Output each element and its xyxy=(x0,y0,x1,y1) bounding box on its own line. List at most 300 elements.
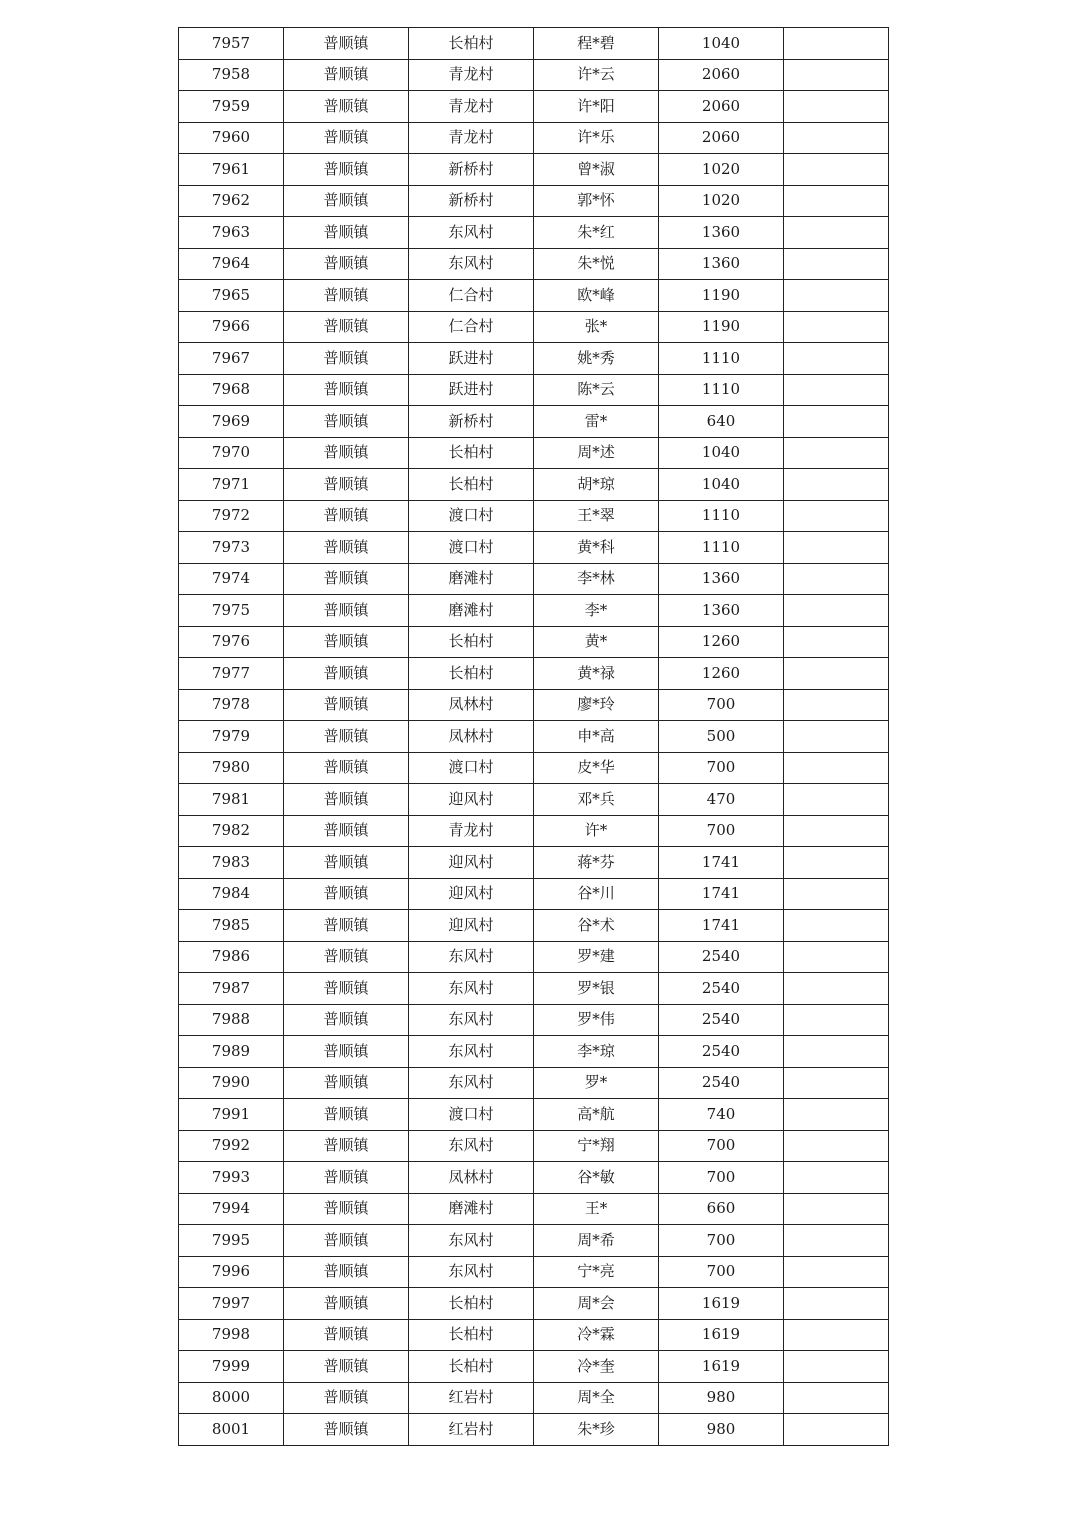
cell-amount: 640 xyxy=(659,406,784,438)
cell-amount: 660 xyxy=(659,1193,784,1225)
cell-person-name: 胡*琼 xyxy=(534,469,659,501)
cell-town: 普顺镇 xyxy=(284,406,409,438)
cell-serial-number: 7983 xyxy=(179,847,284,879)
cell-town: 普顺镇 xyxy=(284,311,409,343)
document-table-container xyxy=(178,27,889,1446)
cell-remark xyxy=(784,500,889,532)
table-row xyxy=(179,406,889,438)
cell-serial-number: 7967 xyxy=(179,343,284,375)
cell-serial-number: 7987 xyxy=(179,973,284,1005)
cell-person-name: 张* xyxy=(534,311,659,343)
cell-village: 迎风村 xyxy=(409,910,534,942)
cell-serial-number: 7980 xyxy=(179,752,284,784)
cell-town: 普顺镇 xyxy=(284,1319,409,1351)
cell-person-name: 宁*亮 xyxy=(534,1256,659,1288)
cell-remark xyxy=(784,248,889,280)
cell-amount: 1020 xyxy=(659,154,784,186)
cell-person-name: 雷* xyxy=(534,406,659,438)
cell-town: 普顺镇 xyxy=(284,1414,409,1446)
cell-town: 普顺镇 xyxy=(284,626,409,658)
cell-remark xyxy=(784,1351,889,1383)
cell-serial-number: 7961 xyxy=(179,154,284,186)
cell-amount: 1260 xyxy=(659,626,784,658)
cell-town: 普顺镇 xyxy=(284,752,409,784)
table-row xyxy=(179,154,889,186)
cell-village: 东风村 xyxy=(409,1225,534,1257)
cell-amount: 980 xyxy=(659,1414,784,1446)
table-row xyxy=(179,185,889,217)
cell-amount: 1190 xyxy=(659,311,784,343)
cell-person-name: 黄*科 xyxy=(534,532,659,564)
cell-town: 普顺镇 xyxy=(284,91,409,123)
cell-town: 普顺镇 xyxy=(284,1225,409,1257)
cell-serial-number: 7963 xyxy=(179,217,284,249)
cell-village: 磨滩村 xyxy=(409,595,534,627)
cell-town: 普顺镇 xyxy=(284,784,409,816)
cell-person-name: 谷*术 xyxy=(534,910,659,942)
table-row xyxy=(179,1004,889,1036)
cell-town: 普顺镇 xyxy=(284,1130,409,1162)
cell-serial-number: 7975 xyxy=(179,595,284,627)
cell-village: 长柏村 xyxy=(409,1351,534,1383)
cell-village: 迎风村 xyxy=(409,847,534,879)
cell-amount: 2540 xyxy=(659,1036,784,1068)
cell-person-name: 陈*云 xyxy=(534,374,659,406)
cell-village: 红岩村 xyxy=(409,1414,534,1446)
cell-serial-number: 7977 xyxy=(179,658,284,690)
cell-person-name: 冷*霖 xyxy=(534,1319,659,1351)
cell-village: 凤林村 xyxy=(409,721,534,753)
cell-remark xyxy=(784,563,889,595)
cell-village: 磨滩村 xyxy=(409,563,534,595)
cell-person-name: 周*希 xyxy=(534,1225,659,1257)
cell-amount: 1619 xyxy=(659,1288,784,1320)
cell-remark xyxy=(784,878,889,910)
cell-village: 仁合村 xyxy=(409,311,534,343)
cell-remark xyxy=(784,532,889,564)
cell-serial-number: 7965 xyxy=(179,280,284,312)
cell-town: 普顺镇 xyxy=(284,28,409,60)
cell-remark xyxy=(784,1256,889,1288)
cell-village: 渡口村 xyxy=(409,500,534,532)
cell-town: 普顺镇 xyxy=(284,689,409,721)
cell-serial-number: 7989 xyxy=(179,1036,284,1068)
cell-remark xyxy=(784,1004,889,1036)
cell-remark xyxy=(784,941,889,973)
table-row xyxy=(179,532,889,564)
cell-town: 普顺镇 xyxy=(284,59,409,91)
cell-person-name: 朱*红 xyxy=(534,217,659,249)
cell-village: 长柏村 xyxy=(409,28,534,60)
cell-remark xyxy=(784,626,889,658)
cell-remark xyxy=(784,343,889,375)
cell-town: 普顺镇 xyxy=(284,374,409,406)
cell-village: 长柏村 xyxy=(409,658,534,690)
cell-serial-number: 7974 xyxy=(179,563,284,595)
table-body xyxy=(179,28,889,1446)
cell-village: 东风村 xyxy=(409,217,534,249)
cell-amount: 740 xyxy=(659,1099,784,1131)
cell-village: 东风村 xyxy=(409,1004,534,1036)
cell-town: 普顺镇 xyxy=(284,1351,409,1383)
table-row xyxy=(179,1414,889,1446)
cell-remark xyxy=(784,406,889,438)
cell-amount: 470 xyxy=(659,784,784,816)
table-row xyxy=(179,878,889,910)
cell-village: 凤林村 xyxy=(409,689,534,721)
cell-town: 普顺镇 xyxy=(284,280,409,312)
cell-amount: 2060 xyxy=(659,59,784,91)
cell-village: 东风村 xyxy=(409,973,534,1005)
cell-amount: 700 xyxy=(659,1162,784,1194)
cell-village: 东风村 xyxy=(409,1067,534,1099)
cell-amount: 700 xyxy=(659,689,784,721)
cell-person-name: 黄* xyxy=(534,626,659,658)
cell-serial-number: 7984 xyxy=(179,878,284,910)
cell-person-name: 周*述 xyxy=(534,437,659,469)
cell-serial-number: 7985 xyxy=(179,910,284,942)
cell-village: 青龙村 xyxy=(409,91,534,123)
table-row xyxy=(179,1382,889,1414)
table-row xyxy=(179,1099,889,1131)
cell-person-name: 王*翠 xyxy=(534,500,659,532)
cell-serial-number: 7993 xyxy=(179,1162,284,1194)
table-row xyxy=(179,1288,889,1320)
cell-person-name: 皮*华 xyxy=(534,752,659,784)
cell-amount: 700 xyxy=(659,815,784,847)
table-row xyxy=(179,311,889,343)
table-row xyxy=(179,626,889,658)
table-row xyxy=(179,1162,889,1194)
cell-serial-number: 7999 xyxy=(179,1351,284,1383)
table-row xyxy=(179,469,889,501)
cell-village: 新桥村 xyxy=(409,185,534,217)
cell-person-name: 邓*兵 xyxy=(534,784,659,816)
cell-amount: 2060 xyxy=(659,91,784,123)
cell-person-name: 周*会 xyxy=(534,1288,659,1320)
cell-serial-number: 7960 xyxy=(179,122,284,154)
cell-remark xyxy=(784,1036,889,1068)
cell-village: 长柏村 xyxy=(409,1319,534,1351)
table-row xyxy=(179,1130,889,1162)
cell-town: 普顺镇 xyxy=(284,847,409,879)
cell-amount: 1190 xyxy=(659,280,784,312)
cell-serial-number: 7962 xyxy=(179,185,284,217)
cell-remark xyxy=(784,1382,889,1414)
table-row xyxy=(179,91,889,123)
cell-person-name: 申*高 xyxy=(534,721,659,753)
cell-person-name: 曾*淑 xyxy=(534,154,659,186)
cell-person-name: 周*全 xyxy=(534,1382,659,1414)
cell-serial-number: 7968 xyxy=(179,374,284,406)
cell-town: 普顺镇 xyxy=(284,1193,409,1225)
table-row xyxy=(179,122,889,154)
cell-person-name: 罗* xyxy=(534,1067,659,1099)
cell-person-name: 李*林 xyxy=(534,563,659,595)
cell-serial-number: 7982 xyxy=(179,815,284,847)
cell-town: 普顺镇 xyxy=(284,500,409,532)
table-row xyxy=(179,1225,889,1257)
cell-village: 跃进村 xyxy=(409,343,534,375)
cell-village: 长柏村 xyxy=(409,626,534,658)
cell-remark xyxy=(784,217,889,249)
cell-serial-number: 7981 xyxy=(179,784,284,816)
cell-remark xyxy=(784,122,889,154)
cell-amount: 2540 xyxy=(659,1067,784,1099)
cell-person-name: 许* xyxy=(534,815,659,847)
cell-remark xyxy=(784,1193,889,1225)
cell-town: 普顺镇 xyxy=(284,973,409,1005)
cell-serial-number: 7970 xyxy=(179,437,284,469)
cell-serial-number: 7979 xyxy=(179,721,284,753)
cell-village: 青龙村 xyxy=(409,122,534,154)
table-row xyxy=(179,595,889,627)
cell-town: 普顺镇 xyxy=(284,343,409,375)
cell-amount: 1619 xyxy=(659,1319,784,1351)
cell-person-name: 罗*伟 xyxy=(534,1004,659,1036)
cell-remark xyxy=(784,815,889,847)
cell-remark xyxy=(784,689,889,721)
cell-amount: 1741 xyxy=(659,847,784,879)
table-row xyxy=(179,28,889,60)
cell-town: 普顺镇 xyxy=(284,437,409,469)
cell-remark xyxy=(784,185,889,217)
cell-town: 普顺镇 xyxy=(284,721,409,753)
cell-amount: 1360 xyxy=(659,248,784,280)
cell-person-name: 黄*禄 xyxy=(534,658,659,690)
cell-town: 普顺镇 xyxy=(284,122,409,154)
cell-serial-number: 7972 xyxy=(179,500,284,532)
cell-person-name: 冷*奎 xyxy=(534,1351,659,1383)
cell-village: 迎风村 xyxy=(409,784,534,816)
table-row xyxy=(179,374,889,406)
cell-village: 东风村 xyxy=(409,1036,534,1068)
cell-remark xyxy=(784,1067,889,1099)
cell-remark xyxy=(784,658,889,690)
cell-person-name: 欧*峰 xyxy=(534,280,659,312)
table-row xyxy=(179,815,889,847)
cell-amount: 1360 xyxy=(659,563,784,595)
cell-person-name: 罗*建 xyxy=(534,941,659,973)
cell-person-name: 姚*秀 xyxy=(534,343,659,375)
table-row xyxy=(179,59,889,91)
table-row xyxy=(179,847,889,879)
cell-remark xyxy=(784,1162,889,1194)
cell-amount: 2540 xyxy=(659,941,784,973)
cell-village: 渡口村 xyxy=(409,1099,534,1131)
cell-town: 普顺镇 xyxy=(284,1382,409,1414)
cell-amount: 980 xyxy=(659,1382,784,1414)
cell-remark xyxy=(784,721,889,753)
cell-serial-number: 7990 xyxy=(179,1067,284,1099)
cell-amount: 700 xyxy=(659,1130,784,1162)
cell-remark xyxy=(784,59,889,91)
cell-village: 东风村 xyxy=(409,1130,534,1162)
cell-village: 跃进村 xyxy=(409,374,534,406)
cell-town: 普顺镇 xyxy=(284,1036,409,1068)
cell-remark xyxy=(784,154,889,186)
cell-person-name: 朱*珍 xyxy=(534,1414,659,1446)
cell-village: 渡口村 xyxy=(409,532,534,564)
cell-amount: 1260 xyxy=(659,658,784,690)
cell-person-name: 许*乐 xyxy=(534,122,659,154)
cell-village: 磨滩村 xyxy=(409,1193,534,1225)
table-row xyxy=(179,721,889,753)
cell-town: 普顺镇 xyxy=(284,185,409,217)
cell-serial-number: 7973 xyxy=(179,532,284,564)
cell-village: 红岩村 xyxy=(409,1382,534,1414)
cell-amount: 500 xyxy=(659,721,784,753)
cell-remark xyxy=(784,847,889,879)
cell-town: 普顺镇 xyxy=(284,1067,409,1099)
cell-town: 普顺镇 xyxy=(284,658,409,690)
cell-village: 新桥村 xyxy=(409,154,534,186)
cell-serial-number: 7992 xyxy=(179,1130,284,1162)
cell-town: 普顺镇 xyxy=(284,878,409,910)
cell-amount: 1040 xyxy=(659,28,784,60)
table-row xyxy=(179,1067,889,1099)
cell-serial-number: 7969 xyxy=(179,406,284,438)
table-row xyxy=(179,1319,889,1351)
table-row xyxy=(179,973,889,1005)
cell-town: 普顺镇 xyxy=(284,1288,409,1320)
cell-remark xyxy=(784,1099,889,1131)
cell-amount: 700 xyxy=(659,1256,784,1288)
cell-serial-number: 7958 xyxy=(179,59,284,91)
cell-serial-number: 7986 xyxy=(179,941,284,973)
cell-person-name: 谷*川 xyxy=(534,878,659,910)
cell-amount: 1110 xyxy=(659,500,784,532)
cell-village: 长柏村 xyxy=(409,469,534,501)
cell-serial-number: 7988 xyxy=(179,1004,284,1036)
cell-person-name: 郭*怀 xyxy=(534,185,659,217)
cell-serial-number: 8001 xyxy=(179,1414,284,1446)
cell-remark xyxy=(784,752,889,784)
cell-remark xyxy=(784,1288,889,1320)
cell-person-name: 蒋*芬 xyxy=(534,847,659,879)
table-row xyxy=(179,784,889,816)
cell-village: 长柏村 xyxy=(409,1288,534,1320)
cell-serial-number: 7991 xyxy=(179,1099,284,1131)
cell-town: 普顺镇 xyxy=(284,815,409,847)
cell-remark xyxy=(784,1130,889,1162)
cell-town: 普顺镇 xyxy=(284,941,409,973)
cell-remark xyxy=(784,1414,889,1446)
cell-person-name: 许*云 xyxy=(534,59,659,91)
cell-serial-number: 7976 xyxy=(179,626,284,658)
cell-amount: 2540 xyxy=(659,1004,784,1036)
cell-town: 普顺镇 xyxy=(284,154,409,186)
cell-village: 东风村 xyxy=(409,248,534,280)
cell-person-name: 王* xyxy=(534,1193,659,1225)
cell-remark xyxy=(784,311,889,343)
table-row xyxy=(179,280,889,312)
cell-amount: 1741 xyxy=(659,910,784,942)
cell-person-name: 宁*翔 xyxy=(534,1130,659,1162)
table-row xyxy=(179,752,889,784)
cell-remark xyxy=(784,1225,889,1257)
cell-village: 青龙村 xyxy=(409,815,534,847)
cell-remark xyxy=(784,28,889,60)
cell-amount: 1110 xyxy=(659,532,784,564)
cell-village: 东风村 xyxy=(409,1256,534,1288)
cell-town: 普顺镇 xyxy=(284,248,409,280)
table-row xyxy=(179,437,889,469)
table-row xyxy=(179,910,889,942)
cell-town: 普顺镇 xyxy=(284,469,409,501)
table-row xyxy=(179,689,889,721)
cell-amount: 1040 xyxy=(659,437,784,469)
table-row xyxy=(179,248,889,280)
cell-serial-number: 7996 xyxy=(179,1256,284,1288)
cell-village: 新桥村 xyxy=(409,406,534,438)
table-row xyxy=(179,217,889,249)
cell-serial-number: 7995 xyxy=(179,1225,284,1257)
cell-amount: 700 xyxy=(659,1225,784,1257)
cell-amount: 2540 xyxy=(659,973,784,1005)
cell-person-name: 李*琼 xyxy=(534,1036,659,1068)
cell-amount: 2060 xyxy=(659,122,784,154)
cell-village: 青龙村 xyxy=(409,59,534,91)
cell-amount: 1619 xyxy=(659,1351,784,1383)
cell-amount: 1110 xyxy=(659,374,784,406)
cell-remark xyxy=(784,784,889,816)
cell-serial-number: 7971 xyxy=(179,469,284,501)
cell-person-name: 程*碧 xyxy=(534,28,659,60)
table-row xyxy=(179,500,889,532)
cell-person-name: 许*阳 xyxy=(534,91,659,123)
cell-person-name: 李* xyxy=(534,595,659,627)
cell-village: 仁合村 xyxy=(409,280,534,312)
cell-town: 普顺镇 xyxy=(284,1162,409,1194)
cell-village: 渡口村 xyxy=(409,752,534,784)
cell-amount: 1360 xyxy=(659,595,784,627)
cell-person-name: 罗*银 xyxy=(534,973,659,1005)
cell-serial-number: 7966 xyxy=(179,311,284,343)
cell-village: 长柏村 xyxy=(409,437,534,469)
cell-serial-number: 7998 xyxy=(179,1319,284,1351)
cell-amount: 1110 xyxy=(659,343,784,375)
cell-town: 普顺镇 xyxy=(284,1004,409,1036)
cell-person-name: 高*航 xyxy=(534,1099,659,1131)
table-row xyxy=(179,343,889,375)
table-row xyxy=(179,1256,889,1288)
cell-town: 普顺镇 xyxy=(284,910,409,942)
cell-amount: 1741 xyxy=(659,878,784,910)
cell-serial-number: 7957 xyxy=(179,28,284,60)
cell-amount: 700 xyxy=(659,752,784,784)
cell-remark xyxy=(784,437,889,469)
cell-serial-number: 7964 xyxy=(179,248,284,280)
cell-town: 普顺镇 xyxy=(284,1099,409,1131)
cell-serial-number: 8000 xyxy=(179,1382,284,1414)
cell-remark xyxy=(784,973,889,1005)
beneficiary-table xyxy=(178,27,889,1446)
cell-serial-number: 7959 xyxy=(179,91,284,123)
cell-remark xyxy=(784,374,889,406)
cell-village: 东风村 xyxy=(409,941,534,973)
cell-village: 迎风村 xyxy=(409,878,534,910)
cell-person-name: 廖*玲 xyxy=(534,689,659,721)
cell-town: 普顺镇 xyxy=(284,217,409,249)
cell-village: 凤林村 xyxy=(409,1162,534,1194)
table-row xyxy=(179,658,889,690)
cell-remark xyxy=(784,280,889,312)
cell-remark xyxy=(784,595,889,627)
cell-serial-number: 7994 xyxy=(179,1193,284,1225)
table-row xyxy=(179,563,889,595)
cell-amount: 1360 xyxy=(659,217,784,249)
